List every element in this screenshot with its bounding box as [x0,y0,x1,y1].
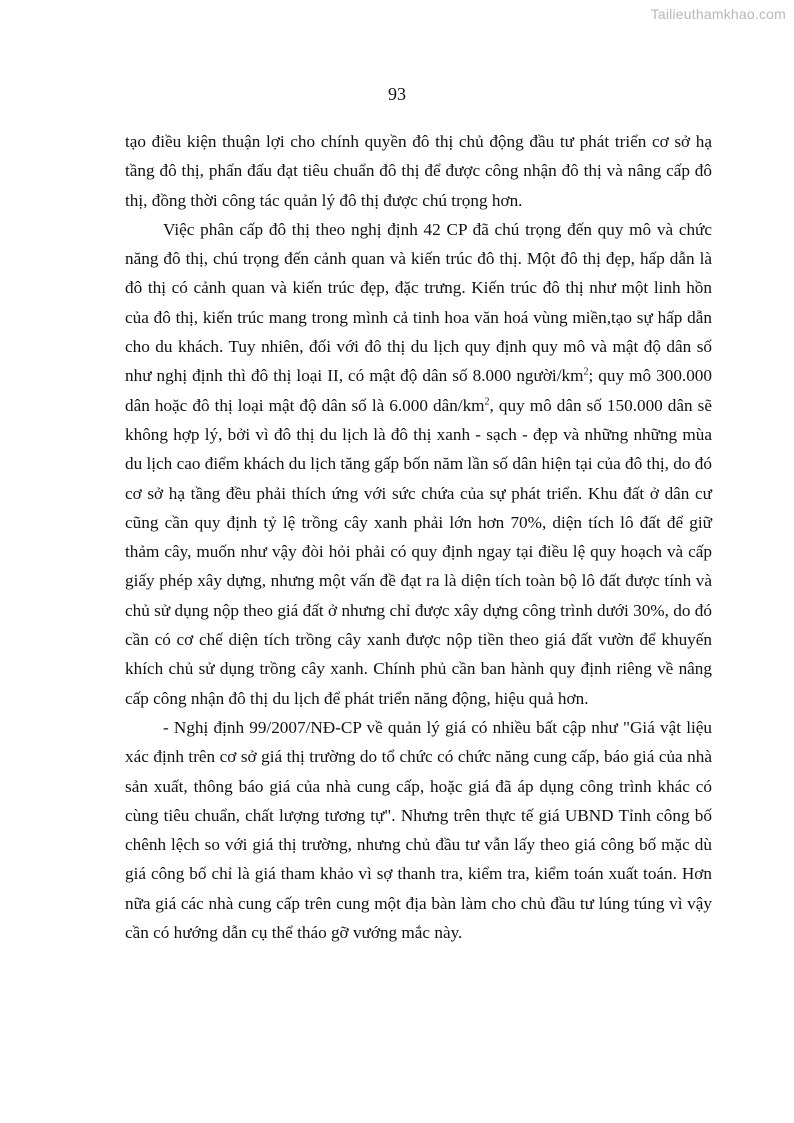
superscript-km2-1: 2 [583,366,589,378]
document-body [125,127,712,947]
paragraph-2 [125,215,712,713]
page-number: 93 [388,84,406,104]
paragraph-2-part-b: ; quy mô 300.000 dân hoặc đô thị loại mật độ dân số là 6.000 dân/km [125,366,712,415]
superscript-km2-2: 2 [484,395,490,407]
watermark: Tailieuthamkhao.com [650,6,786,22]
paragraph-2-part-a: Việc phân cấp đô thị theo nghị định 42 CP đã chú trọng đến quy mô và chức năng đô thị, chú trọng đến cảnh quan và kiến trúc đô thị. Một đô thị đẹp, hấp dẫn là đô thị có cảnh quan và kiến trúc đẹp, đặc trưng. Kiến trúc đô thị như một linh hồn của đô thị, kiến trúc mang trong mình cả tinh hoa văn hoá vùng miền,tạo sự hấp dẫn cho du khách. Tuy nhiên, đối với đô thị du lịch quy định quy mô và mật độ dân số như nghị định thì đô thị loại II, có mật độ dân số 8.000 người/km [125,219,712,386]
paragraph-2-part-c: , quy mô dân số 150.000 dân sẽ không hợp lý, bởi vì đô thị du lịch là đô thị xanh - sạch - đẹp và những những mùa du lịch cao điểm khách du lịch tăng gấp bốn năm lần số dân hiện tại của đô thị, do đó cơ sở hạ tầng đều phải thích ứng với sức chứa của sự phát triển. Khu đất ở dân cư cũng cần quy định tỷ lệ trồng cây xanh phải lớn hơn 70%, diện tích lô đất để giữ thảm cây, muốn như vậy đòi hỏi phải có quy định ngay tại điều lệ quy hoạch và cấp giấy phép xây dựng, nhưng một vấn đề đạt ra là diện tích toàn bộ lô đất được tính và chủ sử dụng nộp theo giá đất ở nhưng chỉ được xây dựng công trình dưới 30%, do đó cần có cơ chế diện tích trồng cây xanh được nộp tiền theo giá đất vườn để khuyến khích chủ sử dụng trồng cây xanh. Chính phủ cần ban hành quy định riêng về nâng cấp công nhận đô thị du lịch để phát triển năng động, hiệu quả hơn. [125,395,712,708]
paragraph-1: tạo điều kiện thuận lợi cho chính quyền đô thị chủ động đầu tư phát triển cơ sở hạ tầng đô thị, phấn đấu đạt tiêu chuẩn đô thị để được công nhận đô thị và nâng cấp đô thị, đồng thời công tác quản lý đô thị được chú trọng hơn. [125,132,712,210]
paragraph-3: - Nghị định 99/2007/NĐ-CP về quản lý giá có nhiều bất cập như "Giá vật liệu xác định trên cơ sở giá thị trường do tổ chức có chức năng cung cấp, báo giá của nhà sản xuất, thông báo giá của nhà cung cấp, hoặc giá đã áp dụng công trình khác có cùng tiêu chuẩn, chất lượng tương tự". Nhưng trên thực tế giá UBND Tỉnh công bố chênh lệch so với giá thị trường, nhưng chủ đầu tư vẫn lấy theo giá công bố mặc dù giá công bố chỉ là giá tham khảo vì sợ thanh tra, kiểm tra, kiểm toán xuất toán. Hơn nữa giá các nhà cung cấp trên cung một địa bàn làm cho chủ đầu tư lúng túng vì vậy cần có hướng dẫn cụ thể tháo gỡ vướng mắc này. [125,717,712,943]
